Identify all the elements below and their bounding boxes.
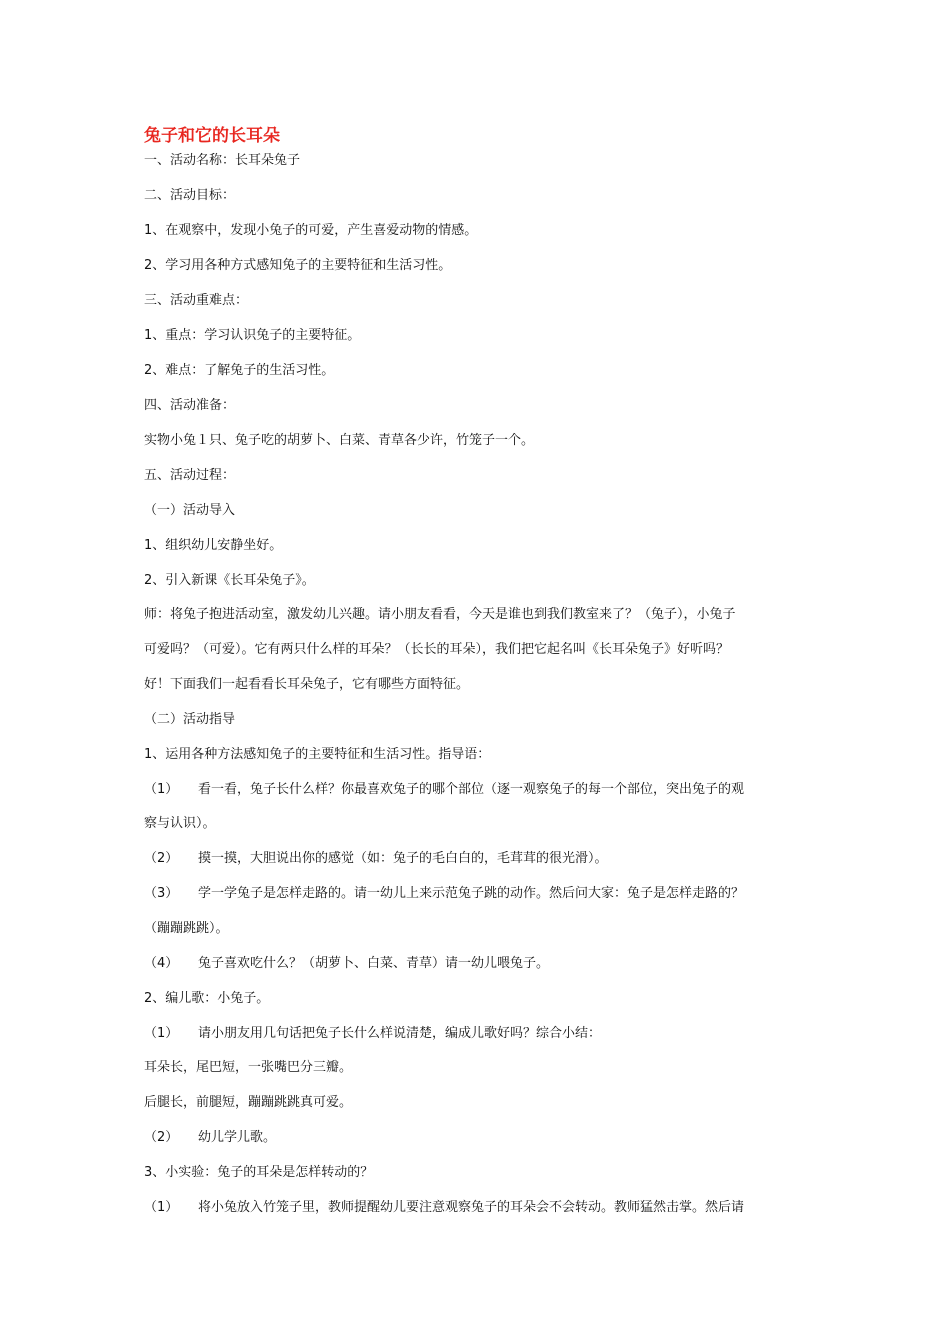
- experiment-heading: 3、小实验：兔子的耳朵是怎样转动的？: [144, 1165, 374, 1180]
- teacher-paragraph-line-1: 师：将兔子抱进活动室，激发幼儿兴趣。请小朋友看看，今天是谁也到我们教室来了？（兔子），小兔子: [144, 607, 736, 622]
- list-marker: （1）: [144, 1200, 179, 1215]
- key-point-1: 1、重点：学习认识兔子的主要特征。: [144, 328, 361, 343]
- list-item: [144, 1025, 601, 1043]
- section-guidance-heading: （二）活动指导: [144, 712, 236, 727]
- list-marker: （2）: [144, 1130, 179, 1145]
- list-item-continuation: （蹦蹦跳跳）。: [144, 921, 229, 936]
- list-item-text: 幼儿学儿歌。: [198, 1130, 277, 1145]
- list-item: [144, 955, 549, 973]
- document-title: 兔子和它的长耳朵: [144, 126, 280, 146]
- list-item-text: 摸一摸，大胆说出你的感觉（如：兔子的毛白白的，毛茸茸的很光滑）。: [198, 851, 608, 866]
- list-item-text: 看一看，兔子长什么样？你最喜欢兔子的哪个部位（逐一观察兔子的每一个部位，突出兔子的观: [198, 782, 745, 797]
- song-verse-1: 耳朵长，尾巴短，一张嘴巴分三瓣。: [144, 1060, 353, 1075]
- list-item: [144, 850, 608, 868]
- section-intro-heading: （一）活动导入: [144, 503, 236, 518]
- song-verse-2: 后腿长，前腿短，蹦蹦跳跳真可爱。: [144, 1095, 353, 1110]
- activity-name-line: 一、活动名称：长耳朵兔子: [144, 153, 301, 168]
- list-item-continuation: 察与认识）。: [144, 816, 216, 831]
- list-item: [144, 1129, 276, 1147]
- list-item-text: 兔子喜欢吃什么？（胡萝卜、白菜、青草）请一幼儿喂兔子。: [198, 956, 550, 971]
- intro-step-2: 2、引入新课《长耳朵兔子》。: [144, 573, 315, 588]
- key-point-2: 2、难点：了解兔子的生活习性。: [144, 363, 335, 378]
- list-marker: （1）: [144, 782, 179, 797]
- intro-step-1: 1、组织幼儿安静坐好。: [144, 538, 283, 553]
- preparation-text: 实物小兔１只、兔子吃的胡萝卜、白菜、青草各少许，竹笼子一个。: [144, 433, 535, 448]
- list-item: [144, 781, 744, 799]
- list-marker: （3）: [144, 886, 179, 901]
- list-item: [144, 1199, 744, 1217]
- goals-heading: 二、活动目标：: [144, 188, 236, 203]
- list-item-text: 学一学兔子是怎样走路的。请一幼儿上来示范兔子跳的动作。然后问大家：兔子是怎样走路的？: [198, 886, 745, 901]
- preparation-heading: 四、活动准备：: [144, 398, 236, 413]
- teacher-paragraph-line-3: 好！下面我们一起看看长耳朵兔子，它有哪些方面特征。: [144, 677, 470, 692]
- list-marker: （1）: [144, 1026, 179, 1041]
- list-item-text: 将小兔放入竹笼子里，教师提醒幼儿要注意观察兔子的耳朵会不会转动。教师猛然击掌。然后请: [198, 1200, 745, 1215]
- list-marker: （2）: [144, 851, 179, 866]
- key-points-heading: 三、活动重难点：: [144, 293, 249, 308]
- song-heading: 2、编儿歌：小兔子。: [144, 991, 270, 1006]
- list-item: [144, 885, 744, 903]
- list-item-text: 请小朋友用几句话把兔子长什么样说清楚，编成儿歌好吗？综合小结：: [198, 1026, 602, 1041]
- list-marker: （4）: [144, 956, 179, 971]
- guidance-step-1: 1、运用各种方法感知兔子的主要特征和生活习性。指导语：: [144, 747, 491, 762]
- goal-1: 1、在观察中，发现小兔子的可爱，产生喜爱动物的情感。: [144, 223, 478, 238]
- process-heading: 五、活动过程：: [144, 468, 236, 483]
- goal-2: 2、学习用各种方式感知兔子的主要特征和生活习性。: [144, 258, 452, 273]
- teacher-paragraph-line-2: 可爱吗？（可爱）。它有两只什么样的耳朵？（长长的耳朵），我们把它起名叫《长耳朵兔子》好听吗？: [144, 642, 730, 657]
